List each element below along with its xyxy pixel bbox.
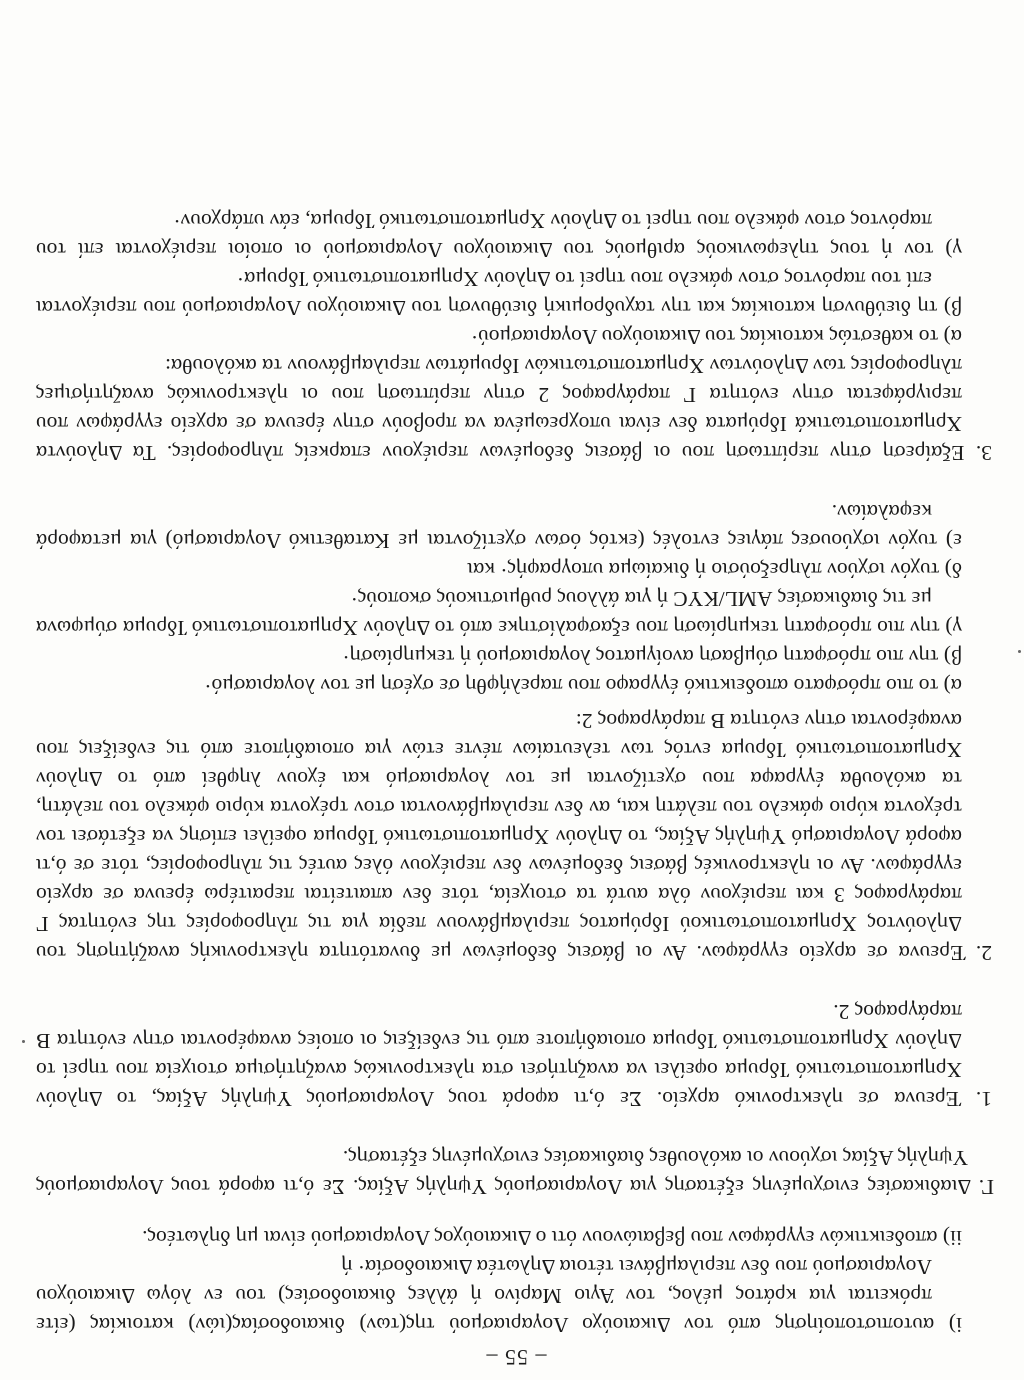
paragraph-3-text: Εξαίρεση στην περίπτωση που οι βάσεις δεδομένων περιέχουν επαρκείς πληροφορίες. Τα Δηλούντα Χρηματοπιστωτικά Ιδρύματα δεν είναι υποχρεωμένα να προβούν στην έρευνα σε αρχείο εγγράφων που περιγράφεται στην ενότητα Γ παράγραφος 2 στην περίπτωση που οι ηλεκτρονικώς αναζητήσιμες πληροφορίες των Δηλούντων Χρηματοπιστωτικών Ιδρυμάτων περιλαμβάνουν τα ακόλουθα:	[35, 354, 965, 465]
paragraph-2-label: 2.	[975, 941, 992, 965]
page-number: – 55 –	[485, 1345, 547, 1370]
paragraph-2-item-e: ε) τυχόν ισχύουσες πάγιες εντολές (εκτός όσων σχετίζονται με Καταθετικό Λογαριασμό) για μεταφορά κεφαλαίων.	[36, 500, 962, 553]
paragraph-3-item-b: β) τη διεύθυνση κατοικίας και την ταχυδρομική διεύθυνση του Δικαιούχου Λογαριασμού που περιέχονται επί του παρόντος στον φάκελο που τηρεί το Δηλούν Χρηματοπιστωτικό Ίδρυμα·	[36, 267, 962, 320]
paragraph-2-item-b: β) την πιο πρόσφατη σύμβαση ανοίγματος λογαριασμού ή τεκμηρίωση·	[342, 645, 962, 669]
scan-speck	[1018, 650, 1021, 653]
paragraph-2-item-a: α) το πιο πρόσφατο αποδεικτικό έγγραφο που παρελήφθη σε σχέση με τον λογαριασμό·	[204, 674, 962, 698]
document-body	[36, 206, 996, 1372]
section-g-label: Γ.	[978, 1175, 994, 1199]
paragraph-2-item-c: γ) την πιο πρόσφατη τεκμηρίωση που εξασφαλίστηκε από το Δηλούν Χρηματοπιστωτικό Ίδρυμα σύμφωνα με τις διαδικασίες AML/KYC ή για άλλους ρυθμιστικούς σκοπούς·	[36, 587, 962, 640]
paragraph-1-text: Έρευνα σε ηλεκτρονικό αρχείο. Σε ό,τι αφορά τους Λογαριασμούς Υψηλής Αξίας, το Δηλούν Χρηματοπιστωτικό Ίδρυμα οφείλει να αναζητήσει στα ηλεκτρονικώς αναζητήσιμα στοιχεία που τηρεί το Δηλούν Χρηματοπιστωτικό Ίδρυμα οποιαδήποτε από τις ενδείξεις οι οποίες αναφέρονται στην ενότητα Β παράγραφος 2.	[35, 1000, 962, 1111]
paragraph-2	[36, 706, 996, 967]
paragraph-3-label: 3.	[975, 441, 992, 465]
list-item-ii: ii) αποδεικτικών εγγράφων που βεβαιώνουν ότι ο Δικαιούχος Λογαριασμού είναι μη δηλωτέος.	[142, 1226, 962, 1250]
paragraph-2-text: Έρευνα σε αρχείο εγγράφων. Αν οι βάσεις δεδομένων με δυνατότητα ηλεκτρονικής αναζήτησης του Δηλούντος Χρηματοπιστωτικού Ιδρύματος περιλαμβάνουν πεδία για τις πληροφορίες της ενότητας Γ παράγραφος 3 και περιέχουν όλα αυτά τα στοιχεία, τότε δεν απαιτείται περαιτέρω έρευνα σε αρχείο εγγράφων. Αν οι ηλεκτρονικές βάσεις δεδομένων δεν περιέχουν όλες αυτές τις πληροφορίες, τότε σε ό,τι αφορά Λογαριασμό Υψηλής Αξίας, το Δηλούν Χρηματοπιστωτικό Ίδρυμα οφείλει επίσης να εξετάσει τον τρέχοντα κύριο φάκελο του πελάτη και, αν δεν περιλαμβάνονται στον τρέχοντα κύριο φάκελο του πελάτη, τα ακόλουθα έγγραφα που σχετίζονται με τον λογαριασμό και έχουν ληφθεί από το Δηλούν Χρηματοπιστωτικό Ίδρυμα εντός των τελευταίων πέντε ετών για οποιαδήποτε από τις ενδείξεις που αναφέρονται στην ενότητα Β παράγραφος 2:	[35, 709, 965, 965]
paragraph-1-label: 1.	[975, 1087, 992, 1111]
section-g-paragraph	[36, 1143, 996, 1201]
section-g-text: Διαδικασίες ενισχυμένης εξέτασης για Λογαριασμούς Υψηλής Αξίας. Σε ό,τι αφορά τους Λογαριασμούς Υψηλής Αξίας ισχύουν οι ακόλουθες διαδικασίες ενισχυμένης εξέτασης.	[36, 1146, 972, 1199]
scan-speck	[22, 1040, 25, 1043]
paragraph-3-item-a: α) το καθεστώς κατοικίας του Δικαιούχου Λογαριασμού·	[470, 325, 962, 349]
paragraph-1	[36, 997, 996, 1113]
paragraph-3-item-c: γ) τον ή τους τηλεφωνικούς αριθμούς του Δικαιούχου Λογαριασμού οι οποίοι περιέχονται επί του παρόντος στον φάκελο που τηρεί το Δηλούν Χρηματοπιστωτικό Ίδρυμα, εάν υπάρχουν·	[36, 209, 962, 262]
paragraph-3	[36, 351, 996, 467]
paragraph-2-item-d: δ) τυχόν ισχύον πληρεξούσιο ή δικαίωμα υπογραφής· και	[467, 558, 962, 582]
list-item-i: i) αυτοπιστοποίησης από τον Δικαιούχο Λογαριασμού της(των) δικαιοδοσίας(ιών) κατοικίας (είτε πρόκειται για κράτος μέλος, τον Άγιο Μαρίνο ή άλλες δικαιοδοσίες) του εν λόγω Δικαιούχου Λογαριασμού που δεν περιλαμβάνει τέτοια Δηλωτέα Δικαιοδοσία· ή	[36, 1255, 962, 1337]
